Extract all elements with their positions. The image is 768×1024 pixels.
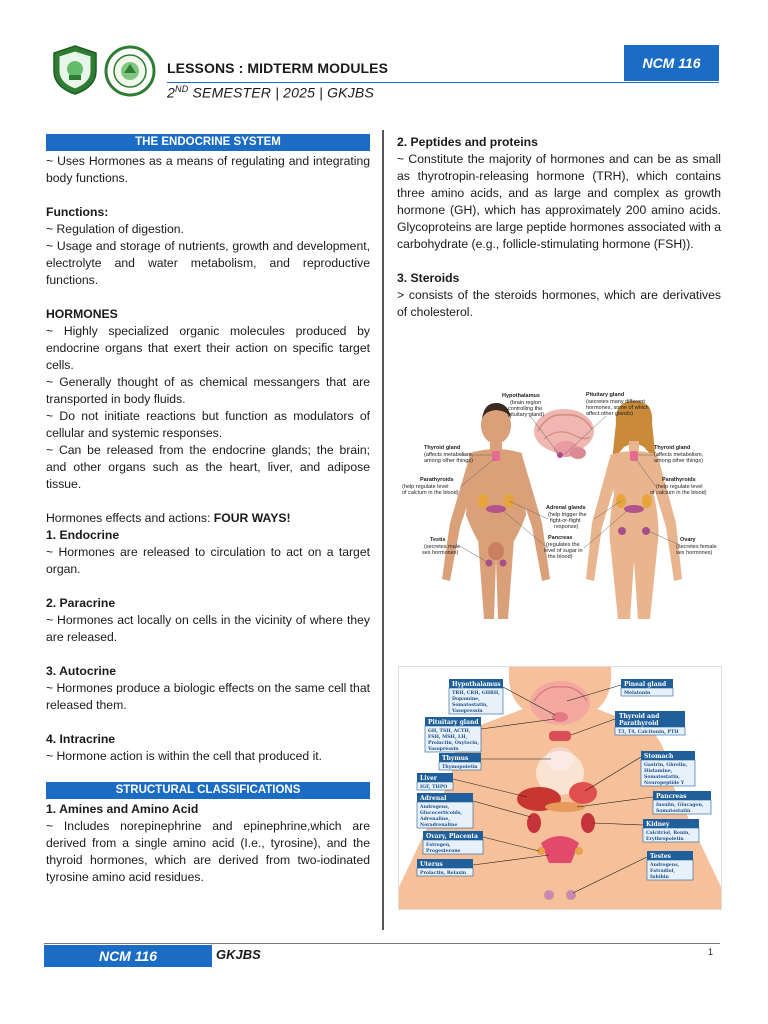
steroids-title: 3. Steroids (397, 271, 460, 285)
label-pituitary-line: hormones, some of which (586, 405, 649, 411)
tag-ovary-line: Estrogen, (426, 843, 451, 848)
label-parathyroids-left-title: Parathyroids (420, 477, 454, 483)
label-pancreas-line: level of sugar in (544, 548, 583, 554)
label-pancreas-line: (regulates the (546, 542, 580, 548)
label-hypothalamus-title: Hypothalamus (502, 393, 540, 399)
tag-testes-line: Estradiol, (650, 869, 675, 874)
tag-kidney-line: Erythropoietin (646, 837, 684, 842)
tag-hypothalamus-line: Vasopressin (452, 709, 483, 714)
label-parathyroids-right-title: Parathyroids (662, 477, 696, 483)
label-thyroid-left-line: among other things) (424, 458, 473, 464)
tag-pituitary-line: FSH, MSH, LH, (428, 735, 468, 740)
tag-hypothalamus-title: Hypothalamus (452, 681, 501, 688)
female-body-illustration (586, 401, 682, 619)
label-pituitary-line: (secretes many different (586, 399, 645, 405)
effects-intro (46, 510, 370, 527)
tag-kidney-line: Calcitriol, Renin, (646, 831, 690, 836)
tag-liver-line: IGF, THPO (420, 785, 448, 790)
college-seal-logo (104, 45, 156, 97)
footer-initials: GKJBS (216, 947, 261, 962)
semester-suffix: ND (175, 84, 189, 94)
tag-adrenal-line: Androgens, (420, 805, 450, 810)
label-ovary-line: (secretes female (676, 544, 717, 550)
page-title: LESSONS : MIDTERM MODULES (167, 60, 389, 76)
label-hypothalamus-line: controlling the (508, 406, 543, 412)
way-title: 3. Autocrine (46, 664, 116, 678)
tag-pancreas-title: Pancreas (656, 793, 687, 800)
semester-line (167, 84, 374, 101)
semester-rest: SEMESTER | 2025 | GKJBS (188, 84, 374, 101)
tag-thymus-title: Thymus (442, 755, 469, 762)
effects-intro-text: Hormones effects and actions: (46, 511, 214, 525)
label-thyroid-right-title: Thyroid gland (654, 445, 691, 451)
way-text: ~ Hormone action is within the cell that produced it. (46, 749, 323, 763)
label-ovary-title: Ovary (680, 537, 696, 543)
tag-ovary-line: Progesterone (426, 849, 461, 854)
tag-pancreas-line: Insulin, Glucagon, (656, 803, 704, 808)
tag-pituitary-line: Prolactin, Oxytocin, (428, 741, 479, 746)
university-seal-logo (52, 45, 98, 95)
tag-pineal-title: Pineal gland (624, 681, 667, 688)
tag-stomach-line: Neuropeptide Y (644, 781, 685, 786)
label-hypothalamus-line: (brain region (510, 400, 541, 406)
structural-banner: STRUCTURAL CLASSIFICATIONS (46, 782, 370, 799)
course-badge: NCM 116 (624, 45, 719, 81)
tag-liver-title: Liver (420, 775, 437, 782)
tag-adrenal-line: Adrenaline, (420, 817, 450, 822)
right-column (397, 134, 721, 321)
footer-rule (44, 943, 720, 944)
label-ovary-line: sex hormones) (676, 550, 713, 556)
label-pituitary-line: affect other glands) (586, 411, 633, 417)
tag-thyroid-line: T3, T4, Calcitonin, PTH (618, 730, 679, 735)
function-item: ~ Regulation of digestion. (46, 222, 184, 236)
label-adrenal-title: Adrenal glands (546, 505, 586, 511)
label-thyroid-right-line: among other things) (654, 458, 703, 464)
hormone-item: ~ Can be released from the endocrine glands; the brain; and other organs such as the heart, liver, and adipose tissue. (46, 443, 370, 491)
hormones-heading: HORMONES (46, 307, 118, 321)
hormone-item: ~ Generally thought of as chemical messangers that are transported in body fluids. (46, 375, 370, 406)
peptides-title: 2. Peptides and proteins (397, 135, 538, 149)
tag-testes-line: Inhibin (650, 875, 669, 880)
endocrine-banner: THE ENDOCRINE SYSTEM (46, 134, 370, 151)
way-text: ~ Hormones are released to circulation to act on a target organ. (46, 545, 370, 576)
tag-kidney-title: Kidney (646, 821, 670, 828)
tag-stomach-line: Histamine, (644, 769, 673, 774)
semester-ordinal: 2 (167, 84, 175, 101)
tag-pituitary-title: Pituitary gland (428, 719, 479, 726)
tag-hypothalamus-line: TRH, CRH, GHRH, (452, 691, 500, 696)
footer-course-badge: NCM 116 (44, 945, 212, 967)
tag-pineal-line: Melatonin (624, 691, 651, 696)
tag-pancreas-line: Somatostatin (656, 809, 691, 814)
tag-hypothalamus-line: Dopamine, (452, 697, 480, 702)
tag-hypothalamus-line: Somatostatin, (452, 703, 488, 708)
tag-uterus-line: Prolactin, Relaxin (420, 871, 467, 876)
label-testis-title: Testis (430, 537, 446, 543)
amines-title: 1. Amines and Amino Acid (46, 802, 199, 816)
tag-testes-line: Androgens, (650, 863, 680, 868)
label-parathyroids-right-line: (help regulate level (656, 484, 703, 490)
page-number: 1 (708, 947, 714, 957)
tag-testes-title: Testes (650, 853, 671, 860)
male-body-illustration (442, 403, 550, 619)
tag-stomach-line: Gastrin, Ghrelin, (644, 763, 688, 768)
label-pancreas-line: the blood) (548, 554, 573, 560)
tag-thymus-line: Thymopoietin (442, 765, 478, 770)
tag-stomach-line: Somatostatin, (644, 775, 680, 780)
way-text: ~ Hormones act locally on cells in the vicinity of where they are released. (46, 613, 370, 644)
endocrine-glands-figure (398, 383, 720, 619)
label-parathyroids-right-line: of calcium in the blood) (650, 490, 707, 496)
effects-emphasis: FOUR WAYS! (213, 511, 291, 525)
tag-ovary-title: Ovary, Placenta (426, 833, 479, 840)
tag-thyroid-title2: Parathyroid (619, 720, 659, 727)
label-adrenal-line: fight-or-flight (550, 518, 581, 524)
label-hypothalamus-line: pituitary gland) (508, 412, 545, 418)
steroids-text: > consists of the steroids hormones, which are derivatives of cholesterol. (397, 288, 721, 319)
way-title: 1. Endocrine (46, 528, 120, 542)
label-parathyroids-left-line: (help regulate level (402, 484, 449, 490)
functions-heading: Functions: (46, 205, 109, 219)
peptides-text: ~ Constitute the majority of hormones and can be as small as thyrotropin-releasing hormone (TRH), which contains three amino acids, and as large and complex as growth hormone (GH), which has approximately 200 amino acids. Glycoproteins are large peptide hormones associated with a carbohydrate (e.g., follicle-stimulating hormone (FSH)). (397, 152, 721, 251)
endocrine-definition: ~ Uses Hormones as a means of regulating and integrating body functions. (46, 154, 370, 185)
header-rule (167, 82, 719, 83)
tag-stomach-title: Stomach (644, 753, 674, 760)
way-title: 4. Intracrine (46, 732, 116, 746)
left-column (46, 134, 370, 886)
endocrine-hormones-figure (398, 666, 722, 910)
tag-pituitary-line: GH, TSH, ACTH, (428, 729, 471, 734)
label-pituitary-title: Pituitary gland (586, 392, 625, 398)
label-thyroid-left-title: Thyroid gland (424, 445, 461, 451)
hormone-item: ~ Do not initiate reactions but function as modulators of cellular and systemic responses. (46, 409, 370, 440)
label-testis-line: (secretes male (424, 544, 461, 550)
way-title: 2. Paracrine (46, 596, 116, 610)
function-item: ~ Usage and storage of nutrients, growth and development, electrolyte and water metabolism, and reproductive functions. (46, 239, 370, 287)
hormone-item: ~ Highly specialized organic molecules produced by endocrine organs that exert their action on specific target cells. (46, 324, 370, 372)
column-divider (382, 130, 384, 930)
label-adrenal-line: (help trigger the (548, 512, 587, 518)
tag-uterus-title: Uterus (420, 861, 443, 868)
tag-adrenal-line: Noradrenaline (420, 823, 458, 828)
tag-pituitary-line: Vasopressin (428, 747, 459, 752)
label-parathyroids-left-line: of calcium in the blood) (402, 490, 459, 496)
tag-thyroid-title: Thyroid and (619, 713, 660, 720)
label-thyroid-right-line: (affects metabolism, (654, 452, 704, 458)
tag-adrenal-line: Glucocorticoids, (420, 811, 463, 816)
label-testis-line: sex hormones) (422, 550, 459, 556)
label-adrenal-line: response) (554, 524, 579, 530)
amines-text: ~ Includes norepinephrine and epinephrine,which are derived from a single amino acid (I.e., tyrosine), and the thyroid hormones, which are derived from two-iodinated tyrosine amino acid residues. (46, 819, 370, 884)
tag-adrenal-title: Adrenal (420, 795, 447, 802)
way-text: ~ Hormones produce a biologic effects on the same cell that released them. (46, 681, 370, 712)
label-pancreas-title: Pancreas (548, 535, 573, 541)
label-thyroid-left-line: (affects metabolism, (424, 452, 474, 458)
